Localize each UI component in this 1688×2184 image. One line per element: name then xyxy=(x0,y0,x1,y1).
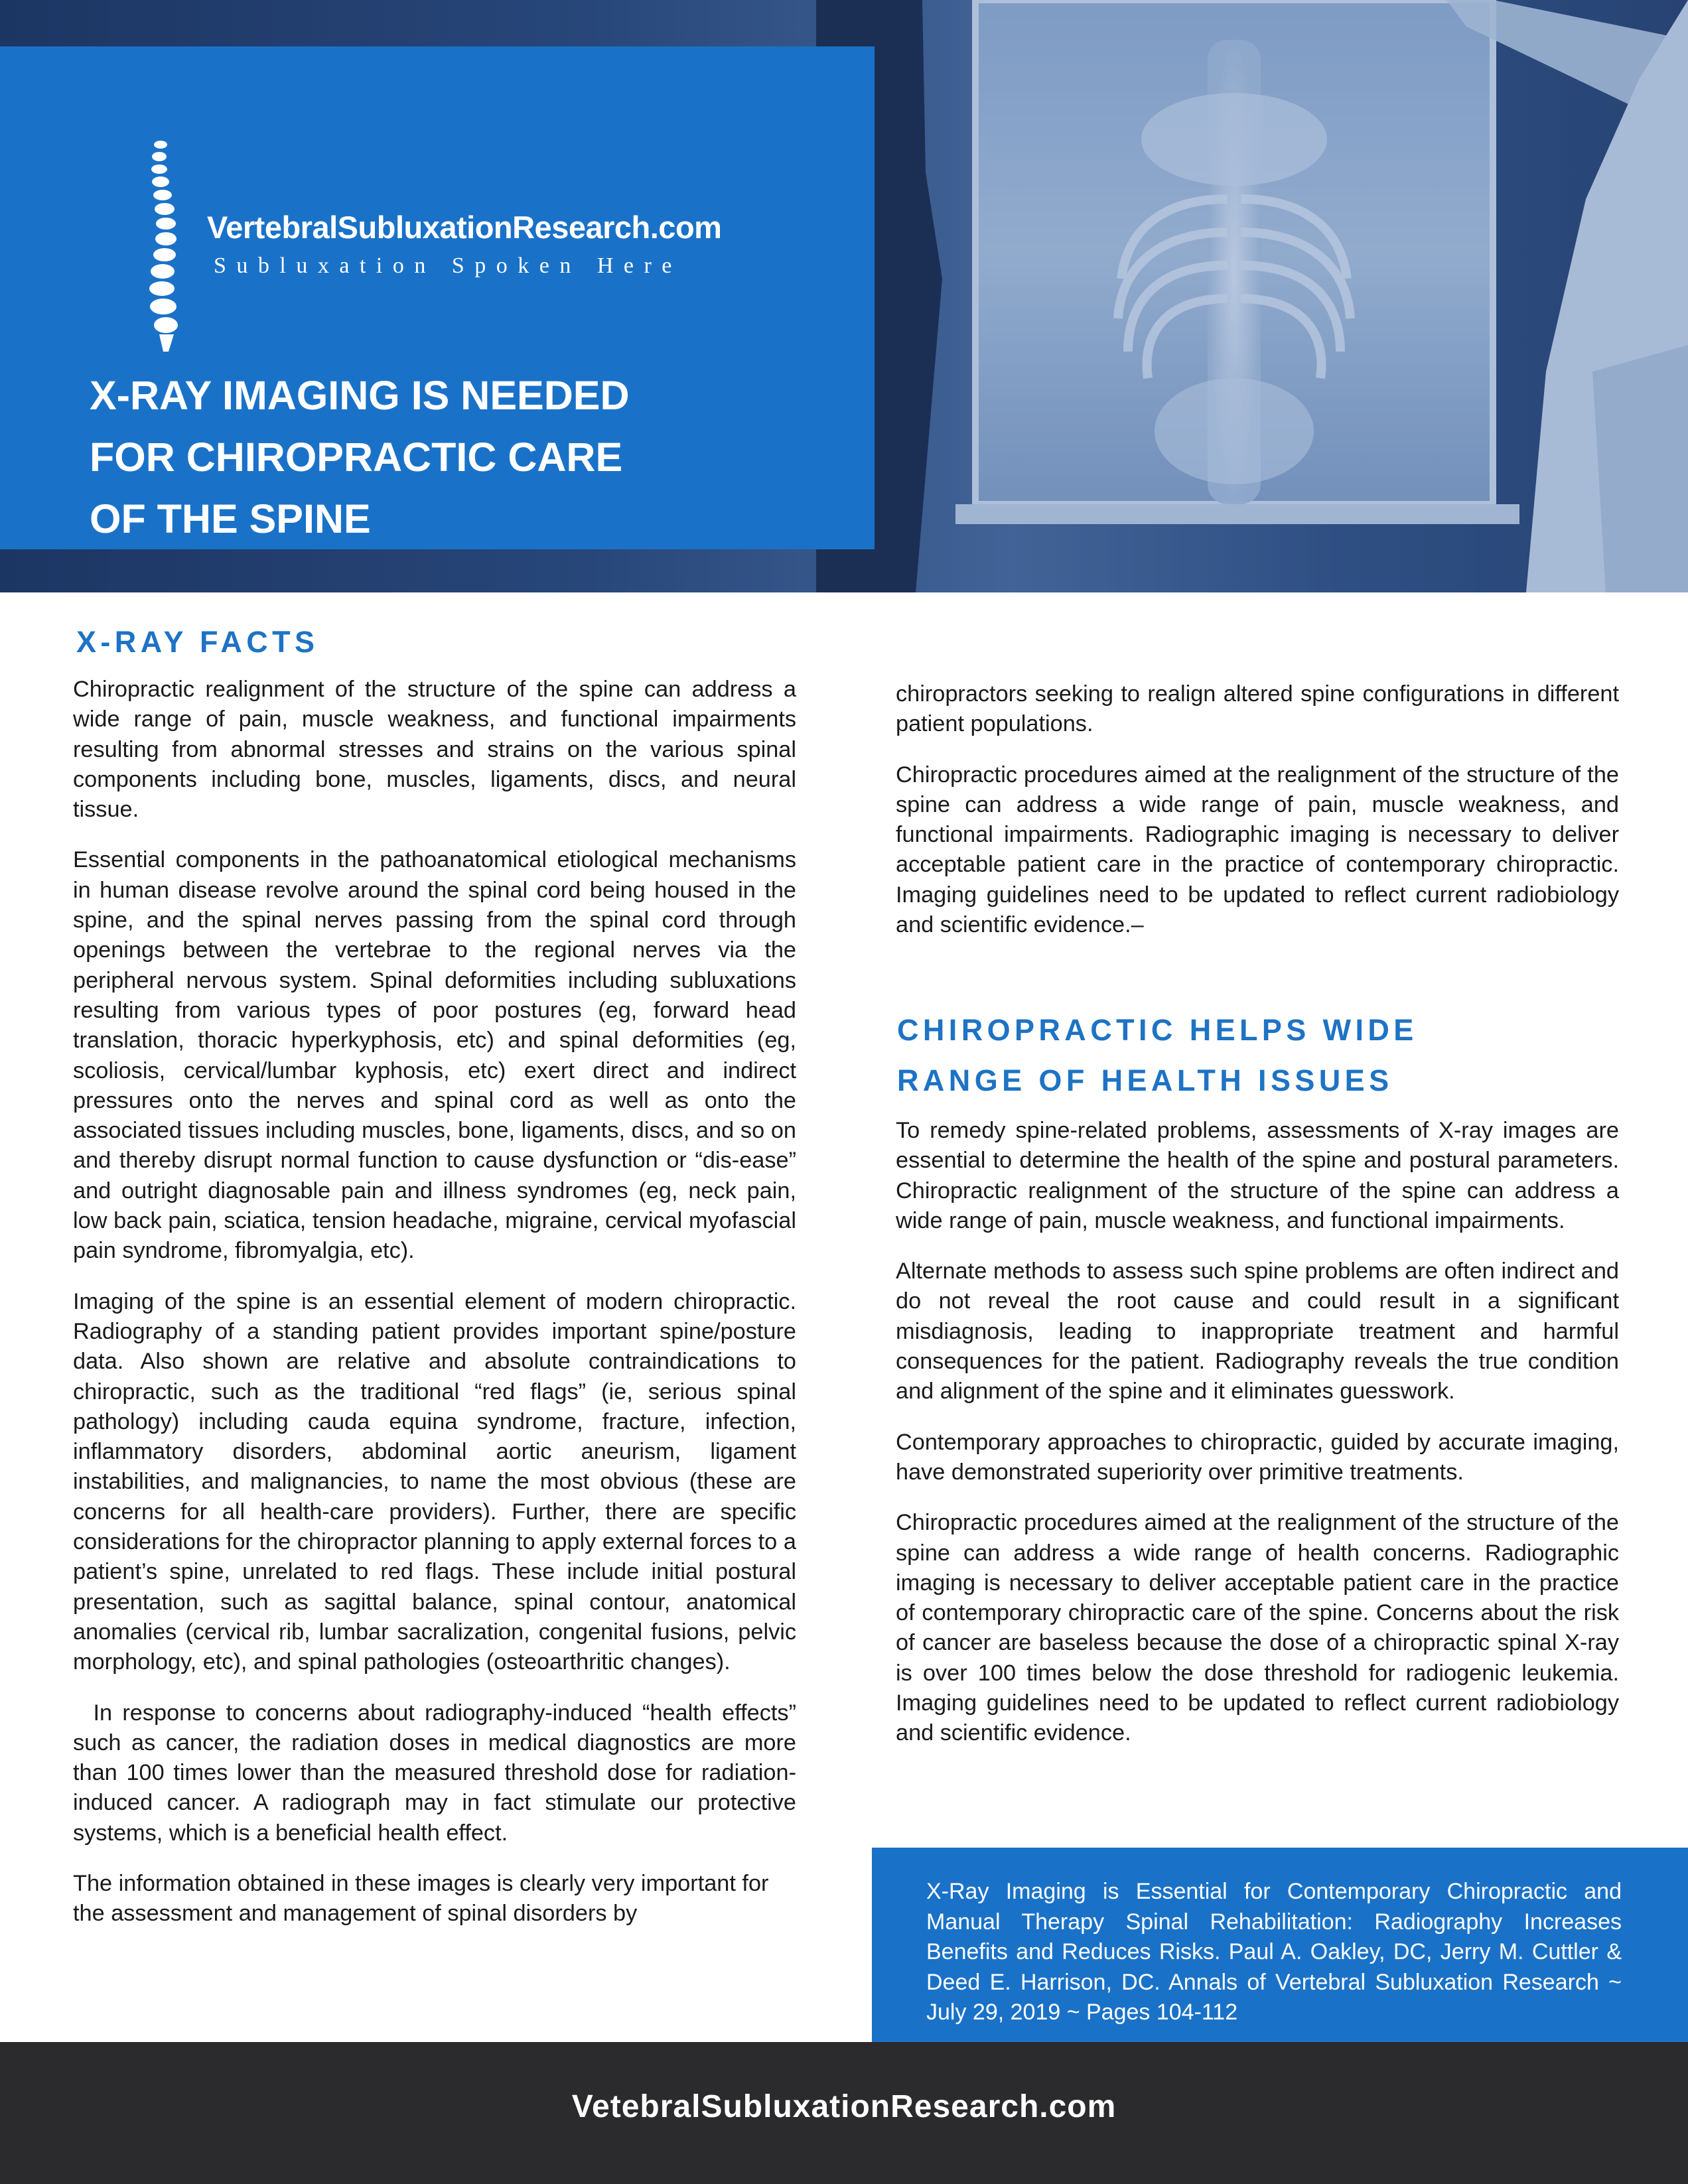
body-paragraph: To remedy spine-related problems, assessments of X-ray images are essential to determine the health of the spine and postural parameters. Chiropractic realignment of the structure of the spine can address a wide range of pain, muscle weakness, and functional impairments. xyxy=(896,1118,1619,1233)
heading-line: CHIROPRACTIC HELPS WIDE xyxy=(897,1013,1418,1047)
citation-box xyxy=(872,1848,1688,2042)
body-paragraph: In response to concerns about radiography-induced “health effects” such as cancer, the radiation doses in medical diagnostics are more than 100 times lower than the measured threshold dose for radiation-induced cancer. A radiograph may in fact stimulate our protective systems, which is a beneficial health effect. xyxy=(73,1700,803,1846)
title-line: X-RAY IMAGING IS NEEDED xyxy=(90,373,630,418)
footer xyxy=(0,2042,1688,2184)
title-line: FOR CHIROPRACTIC CARE xyxy=(90,435,623,480)
logo-tagline: Subluxation Spoken Here xyxy=(214,253,682,278)
right-column-bottom xyxy=(896,1116,1619,1769)
left-column xyxy=(73,675,803,1950)
citation-text: X-Ray Imaging is Essential for Contemporary Chiropractic and Manual Therapy Spinal Rehabilitation: Radiography Increases Benefits and Reduces Risks. Paul A. Oakley, DC, Jerry M. Cuttler & Deed E. Harrison, DC. Annals of Vertebral Subluxation Research ~ July 29, 2019 ~ Pages 104-112 xyxy=(926,1879,1622,2025)
body-paragraph: Chiropractic realignment of the structure of the spine can address a wide range of pain, muscle weakness, and functional impairments resulting from abnormal stresses and strains on the various spinal components including bone, muscles, ligaments, discs, and neural tissue. xyxy=(73,677,796,823)
brand-logo[interactable] xyxy=(126,139,790,352)
xray-facts-heading: X-RAY FACTS xyxy=(76,625,319,659)
body-paragraph: Alternate methods to assess such spine problems are often indirect and do not reveal the root cause and could result in a significant misdiagnosis, leading to inappropriate treatment and harmful consequences for the patient. Radiography reveals the true condition and alignment of the spine and it eliminates guesswork. xyxy=(896,1259,1619,1404)
logo-name: VertebralSubluxationResearch.com xyxy=(207,210,722,245)
hero-banner xyxy=(0,0,1688,592)
footer-url[interactable]: VetebralSubluxationResearch.com xyxy=(571,2089,1117,2124)
page-title xyxy=(90,365,833,550)
heading-line: RANGE OF HEALTH ISSUES xyxy=(897,1063,1393,1097)
right-column-top xyxy=(896,679,1619,961)
body-paragraph: chiropractors seeking to realign altered spine configurations in different patient populations. xyxy=(896,681,1619,737)
spine-icon xyxy=(126,139,206,352)
title-panel xyxy=(0,46,875,549)
body-paragraph: The information obtained in these images is clearly very important for the assessment and management of spinal disorders by xyxy=(73,1870,769,1927)
body-paragraph: Essential components in the pathoanatomical etiological mechanisms in human disease revolve around the spinal cord being housed in the spine, and the spinal nerves passing from the spinal cord through openings between the vertebrae to the regional nerves via the peripheral nervous system. Spinal deformities including subluxations resulting from various types of poor postures (eg, forward head translation, thoracic hyperkyphosis, etc) and spinal deformities (eg, scoliosis, cervical/lumbar kyphosis, etc) exert direct and indirect pressures onto the nerves and spinal cord as well as onto the associated tissues including muscles, bone, ligaments, discs, and so on and thereby disrupt normal function to cause dysfunction or “dis-ease” and outright diagnosable pain and illness syndromes (eg, neck pain, low back pain, sciatica, tension headache, migraine, cervical myofascial pain syndrome, fibromyalgia, etc). xyxy=(73,847,796,1264)
body-paragraph: Chiropractic procedures aimed at the realignment of the structure of the spine can address a wide range of health concerns. Radiographic imaging is necessary to deliver acceptable patient care in the practice of contemporary chiropractic care of the spine. Concerns about the risk of cancer are baseless because the dose of a chiropractic spinal X-ray is over 100 times below the dose threshold for radiogenic leukemia. Imaging guidelines need to be updated to reflect current radiobiology and scientific evidence. xyxy=(896,1510,1619,1746)
chiropractic-helps-heading xyxy=(897,1005,1418,1106)
body-paragraph: Imaging of the spine is an essential element of modern chiropractic. Radiography of a standing patient provides important spine/posture data. Also shown are relative and absolute contraindications to chiropractic, such as the traditional “red flags” (ie, serious spinal pathology) including cauda equina syndrome, fracture, infection, inflammatory disorders, abdominal aortic aneurism, ligament instabilities, and malignancies, to name the most obvious (these are concerns for all health-care providers). Further, there are specific considerations for the chiropractor planning to apply external forces to a patient’s spine, unrelated to red flags. These include initial postural presentation, such as sagittal balance, spinal contour, anatomical anomalies (cervical rib, lumbar sacralization, congenital fusions, pelvic morphology, etc), and spinal pathologies (osteoarthritic changes). xyxy=(73,1288,796,1675)
body-paragraph: Chiropractic procedures aimed at the realignment of the structure of the spine can address a wide range of pain, muscle weakness, and functional impairments. Radiographic imaging is necessary to deliver acceptable patient care in the practice of contemporary chiropractic. Imaging guidelines need to be updated to reflect current radiobiology and scientific evidence.– xyxy=(896,762,1619,938)
body-paragraph: Contemporary approaches to chiropractic, guided by accurate imaging, have demonstrated superiority over primitive treatments. xyxy=(896,1429,1619,1485)
title-line: OF THE SPINE xyxy=(90,496,371,541)
